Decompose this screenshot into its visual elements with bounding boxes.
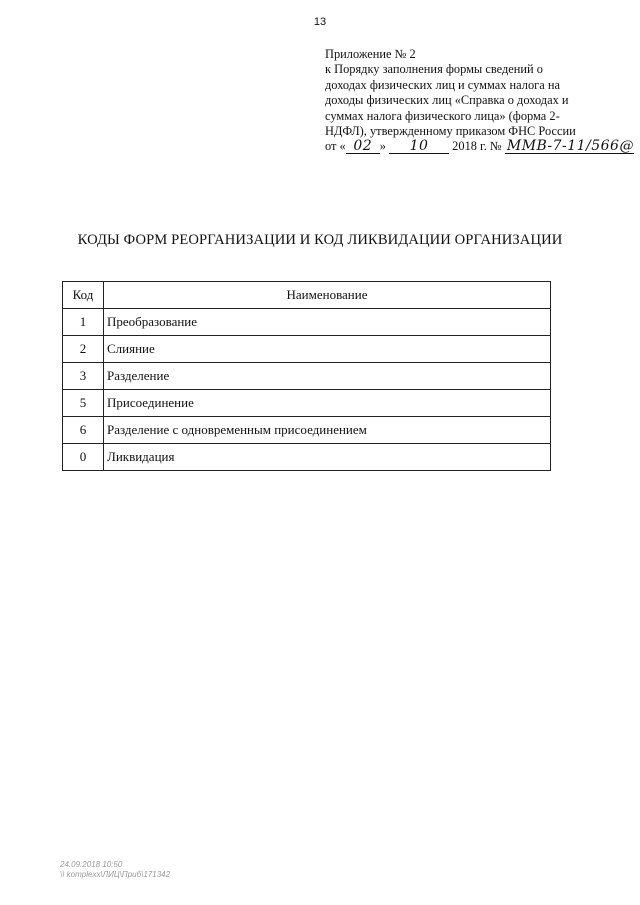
row-name: Присоединение [104, 390, 551, 417]
appendix-line: суммах налога физического лица» (форма 2- [325, 108, 560, 123]
date-day: 02 [346, 140, 380, 154]
row-name: Ликвидация [104, 444, 551, 471]
row-name: Разделение с одновременным присоединением [104, 417, 551, 444]
appendix-title: Приложение № 2 [325, 47, 416, 61]
header-name: Наименование [104, 282, 551, 309]
date-prefix: от « [325, 139, 346, 154]
table-row [63, 417, 551, 444]
codes-table [62, 281, 551, 471]
header-code: Код [63, 282, 104, 309]
appendix-line: НДФЛ), утвержденному приказом ФНС России [325, 124, 576, 139]
row-code: 1 [63, 309, 104, 336]
row-code: 5 [63, 390, 104, 417]
stamp-path: \\ komplexx\ЛИЦ\Приб\171342 [60, 870, 171, 879]
stamp-datetime: 24.09.2018 10:50 [60, 860, 123, 869]
row-name: Преобразование [104, 309, 551, 336]
print-stamp [60, 860, 170, 880]
appendix-line: доходах физических лиц и суммах налога на [325, 77, 560, 92]
date-month: 10 [389, 140, 449, 154]
date-year: 2018 г. № [452, 139, 502, 154]
row-name: Слияние [104, 336, 551, 363]
date-close-quote: » [379, 139, 386, 154]
page-number: 13 [313, 16, 327, 28]
appendix-header [325, 47, 634, 155]
table-row [63, 363, 551, 390]
table-row [63, 309, 551, 336]
order-number: ММВ-7-11/566@ [506, 138, 634, 155]
order-date-line [325, 138, 634, 155]
document-title: КОДЫ ФОРМ РЕОРГАНИЗАЦИИ И КОД ЛИКВИДАЦИИ ОРГАНИЗАЦИИ [77, 232, 563, 248]
appendix-line: доходы физических лиц «Справка о доходах и [325, 93, 569, 108]
table-row [63, 444, 551, 471]
row-code: 6 [63, 417, 104, 444]
table-row [63, 390, 551, 417]
table-header-row [63, 282, 551, 309]
row-code: 0 [63, 444, 104, 471]
table-row [63, 336, 551, 363]
row-code: 2 [63, 336, 104, 363]
appendix-line: к Порядку заполнения формы сведений о [325, 62, 543, 77]
row-name: Разделение [104, 363, 551, 390]
row-code: 3 [63, 363, 104, 390]
